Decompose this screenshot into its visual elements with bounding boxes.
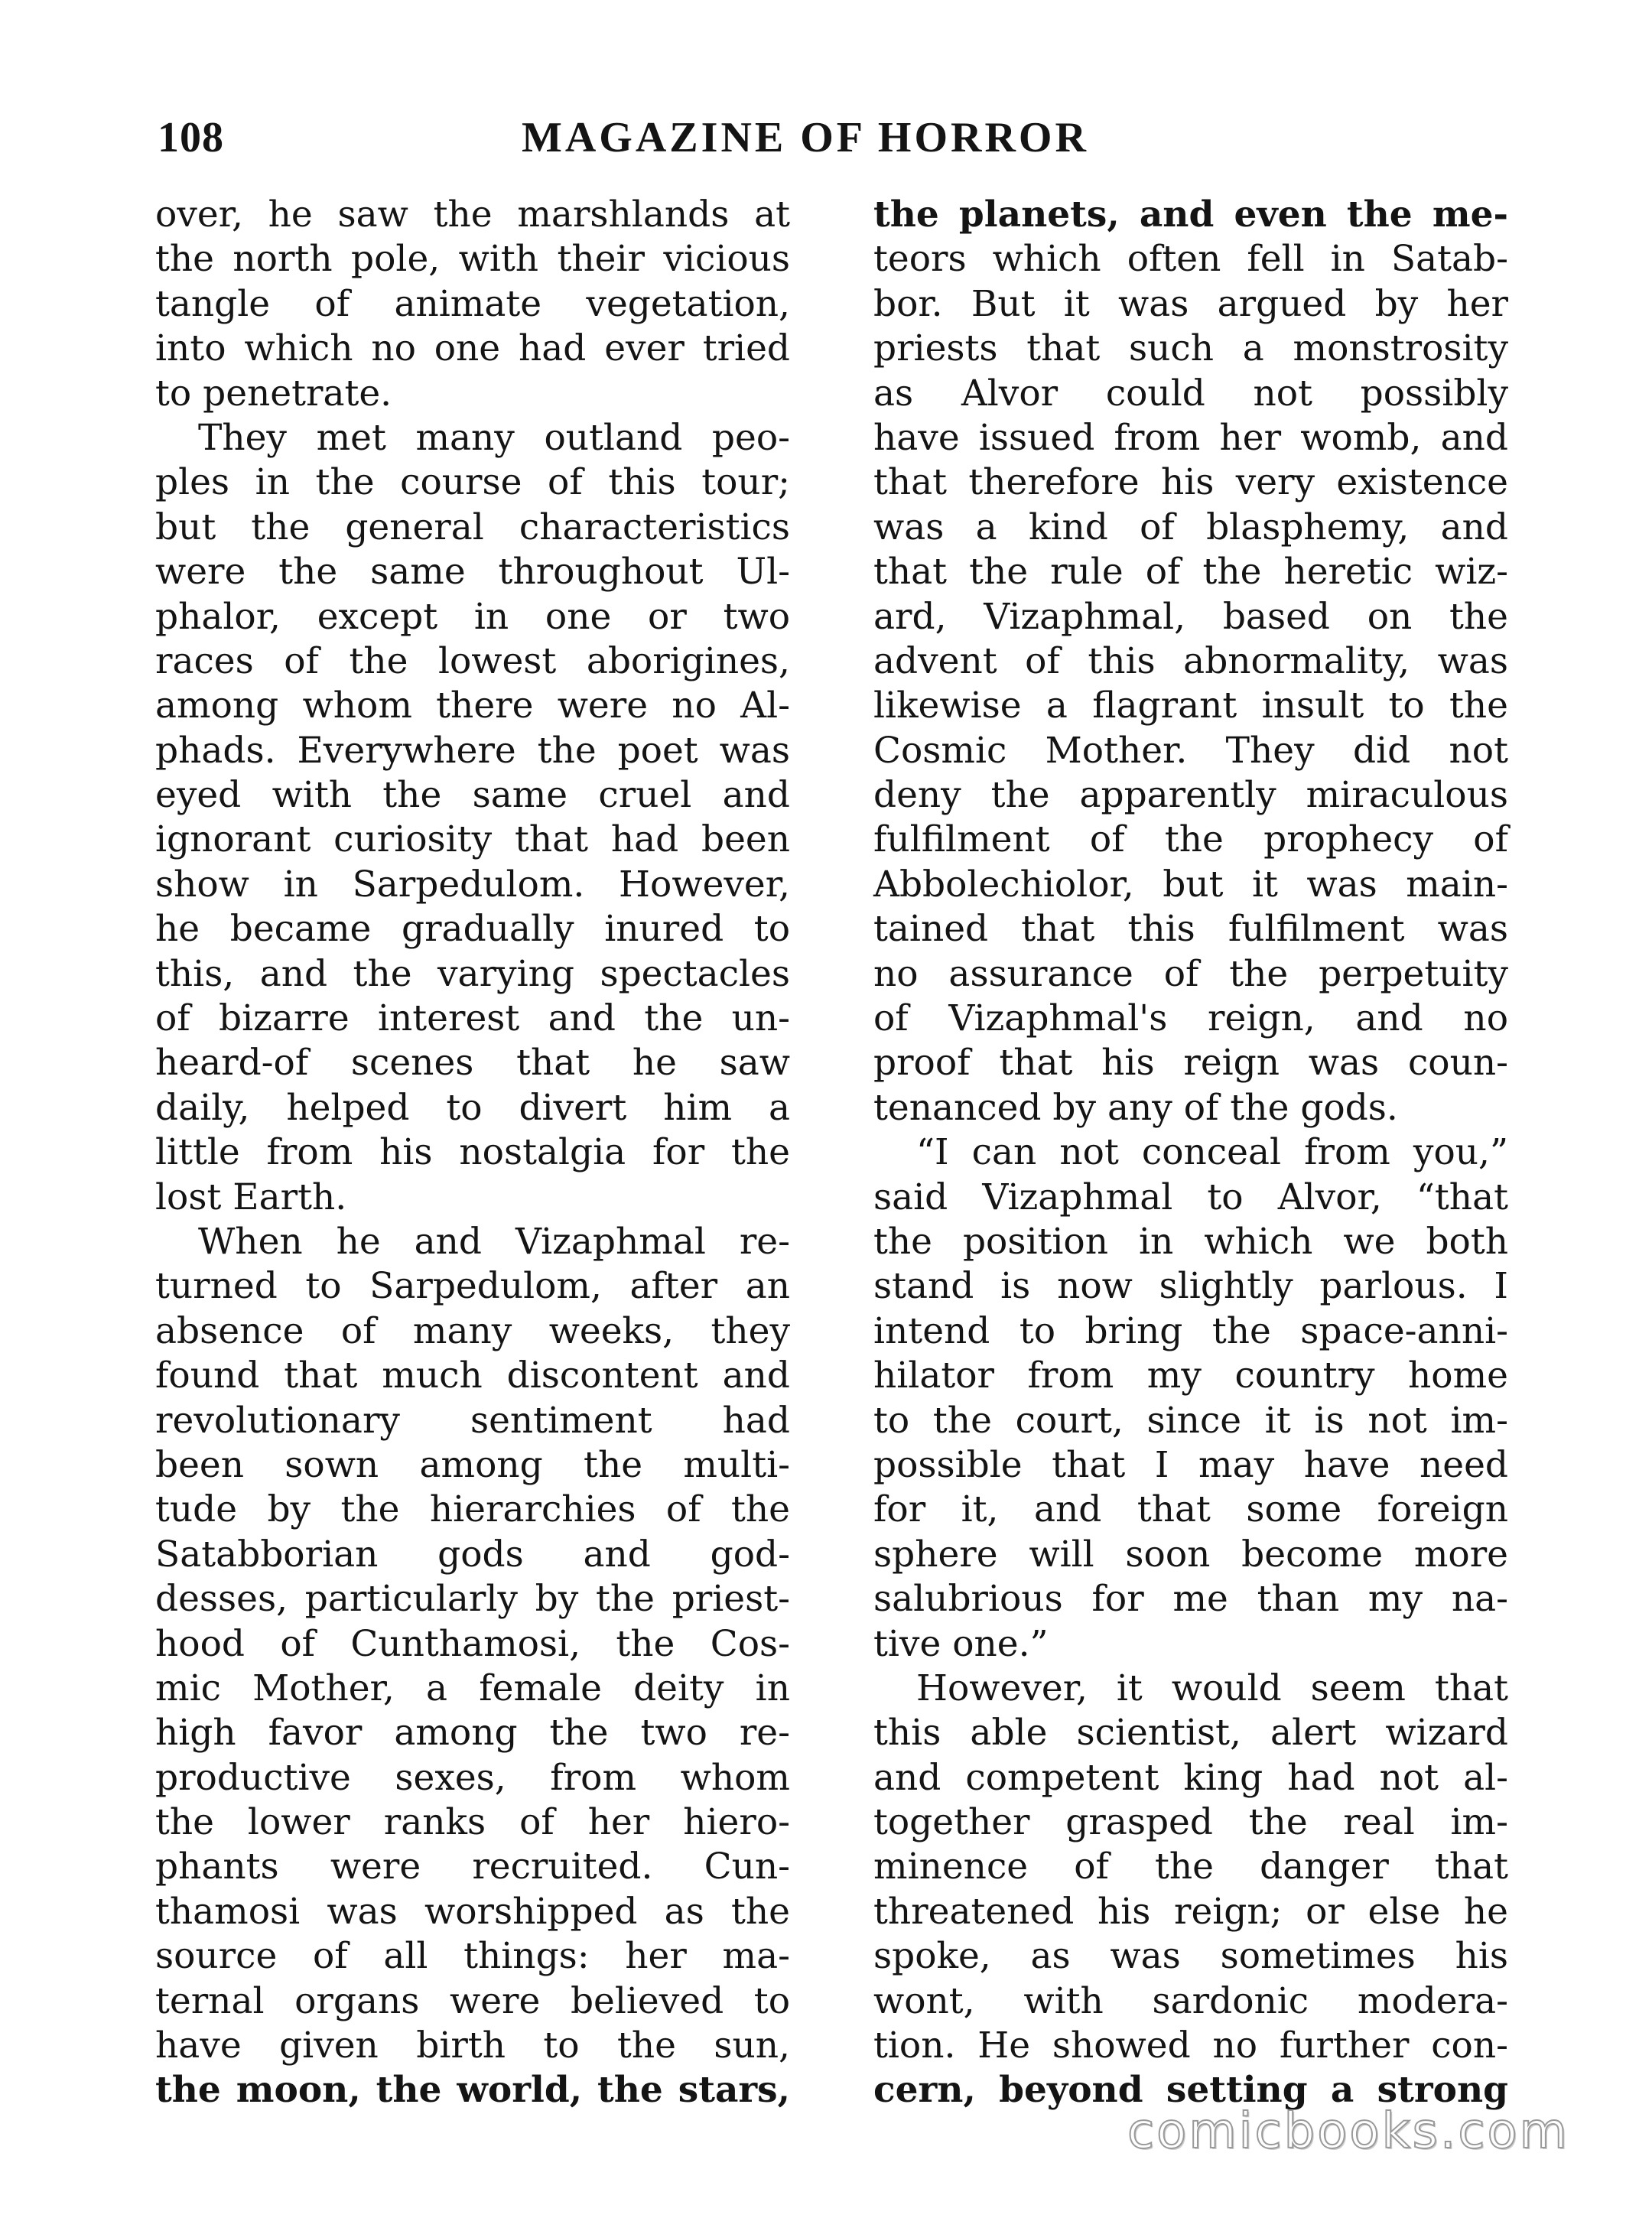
text-line: wont, with sardonic modera- [873, 1979, 1508, 2022]
text-line: high favor among the two re- [155, 1712, 790, 1755]
text-line: this able scientist, alert wizard [873, 1712, 1508, 1755]
text-line: tenanced by any of the gods. [873, 1086, 1398, 1129]
text-line: found that much discontent and [155, 1355, 790, 1397]
text-line: and competent king had not al- [873, 1756, 1508, 1799]
text-line: this, and the varying spectacles [155, 952, 790, 995]
text-line: cern, beyond setting a strong [873, 2069, 1508, 2112]
text-line: phads. Everywhere the poet was [155, 729, 790, 772]
text-line: eyed with the same cruel and [155, 774, 790, 817]
text-line: thamosi was worshipped as the [155, 1890, 790, 1933]
text-line: mic Mother, a female deity in [155, 1667, 790, 1709]
text-line: fulfilment of the prophecy of [873, 818, 1508, 861]
text-line: were the same throughout Ul- [155, 551, 790, 594]
text-line: salubrious for me than my na- [873, 1578, 1508, 1621]
text-line: little from his nostalgia for the [155, 1131, 790, 1174]
text-line: as Alvor could not possibly [873, 372, 1508, 415]
text-line: that the rule of the heretic wiz- [873, 551, 1508, 594]
running-title: MAGAZINE OF HORROR [522, 114, 1089, 161]
text-line: desses, particularly by the priest- [155, 1578, 790, 1621]
text-line: daily, helped to divert him a [155, 1086, 790, 1129]
text-line: said Vizaphmal to Alvor, “that [873, 1176, 1508, 1218]
text-line: priests that such a monstrosity [873, 327, 1508, 370]
text-line: ignorant curiosity that had been [155, 818, 790, 861]
text-line: ternal organs were believed to [155, 1979, 790, 2022]
text-line: but the general characteristics [155, 506, 790, 548]
text-line: sphere will soon become more [873, 1533, 1508, 1576]
text-line: hilator from my country home [873, 1355, 1508, 1397]
text-line: intend to bring the space-anni- [873, 1309, 1508, 1352]
text-line: to penetrate. [155, 372, 392, 415]
text-line: However, it would seem that [916, 1667, 1508, 1709]
text-line: lost Earth. [155, 1176, 347, 1218]
text-line: he became gradually inured to [155, 908, 790, 951]
text-line: races of the lowest aborigines, [155, 639, 790, 682]
text-line: the north pole, with their vicious [155, 238, 790, 281]
text-line: the position in which we both [873, 1220, 1508, 1263]
text-line: turned to Sarpedulom, after an [155, 1265, 790, 1308]
text-line: Cosmic Mother. They did not [873, 729, 1508, 772]
text-line: among whom there were no Al- [155, 685, 790, 727]
text-line: spoke, as was sometimes his [873, 1935, 1508, 1978]
text-line: stand is now slightly parlous. I [873, 1265, 1508, 1308]
text-line: deny the apparently miraculous [873, 774, 1508, 817]
text-line: the lower ranks of her hiero- [155, 1801, 790, 1844]
text-line: phalor, except in one or two [155, 595, 790, 638]
text-line: threatened his reign; or else he [873, 1890, 1508, 1933]
text-line: of Vizaphmal's reign, and no [873, 997, 1508, 1040]
text-line: show in Sarpedulom. However, [155, 863, 790, 906]
text-line: been sown among the multi- [155, 1443, 790, 1486]
text-line: hood of Cunthamosi, the Cos- [155, 1622, 790, 1665]
watermark-logo: comicbooks.com [1127, 2103, 1569, 2160]
text-line: phants were recruited. Cun- [155, 1846, 790, 1888]
text-line: bor. But it was argued by her [873, 282, 1508, 325]
text-line: of bizarre interest and the un- [155, 997, 790, 1040]
text-line: possible that I may have need [873, 1443, 1508, 1486]
text-line: have issued from her womb, and [873, 416, 1508, 459]
right-column [873, 193, 1508, 2113]
text-line: advent of this abnormality, was [873, 639, 1508, 682]
text-line: When he and Vizaphmal re- [198, 1220, 790, 1263]
text-line: no assurance of the perpetuity [873, 952, 1508, 995]
text-line: tude by the hierarchies of the [155, 1488, 790, 1531]
text-line: ples in the course of this tour; [155, 461, 790, 504]
text-line: absence of many weeks, they [155, 1309, 790, 1352]
text-line: tive one.” [873, 1622, 1049, 1665]
text-line: revolutionary sentiment had [155, 1399, 790, 1442]
text-line: They met many outland peo- [198, 416, 790, 459]
text-line: tion. He showed no further con- [873, 2024, 1508, 2067]
text-line: that therefore his very existence [873, 461, 1508, 504]
text-line: Abbolechiolor, but it was main- [873, 863, 1508, 906]
text-line: have given birth to the sun, [155, 2024, 790, 2067]
text-line: together grasped the real im- [873, 1801, 1508, 1844]
page-number: 108 [158, 114, 224, 161]
text-line: teors which often fell in Satab- [873, 238, 1508, 281]
left-column [155, 193, 790, 2113]
text-line: was a kind of blasphemy, and [873, 506, 1508, 548]
text-line: productive sexes, from whom [155, 1756, 790, 1799]
text-line: the moon, the world, the stars, [155, 2069, 790, 2112]
text-line: to the court, since it is not im- [873, 1399, 1508, 1442]
text-line: tangle of animate vegetation, [155, 282, 790, 325]
page-header [158, 113, 1508, 167]
text-line: “I can not conceal from you,” [916, 1131, 1508, 1174]
text-line: minence of the danger that [873, 1846, 1508, 1888]
text-line: into which no one had ever tried [155, 327, 790, 370]
text-line: over, he saw the marshlands at [155, 194, 790, 236]
text-line: tained that this fulfilment was [873, 908, 1508, 951]
text-line: source of all things: her ma- [155, 1935, 790, 1978]
text-line: for it, and that some foreign [873, 1488, 1508, 1531]
text-line: proof that his reign was coun- [873, 1042, 1508, 1085]
text-line: the planets, and even the me- [873, 194, 1508, 236]
text-line: heard-of scenes that he saw [155, 1042, 790, 1085]
text-line: likewise a flagrant insult to the [873, 685, 1508, 727]
text-line: Satabborian gods and god- [155, 1533, 790, 1576]
text-line: ard, Vizaphmal, based on the [873, 595, 1508, 638]
